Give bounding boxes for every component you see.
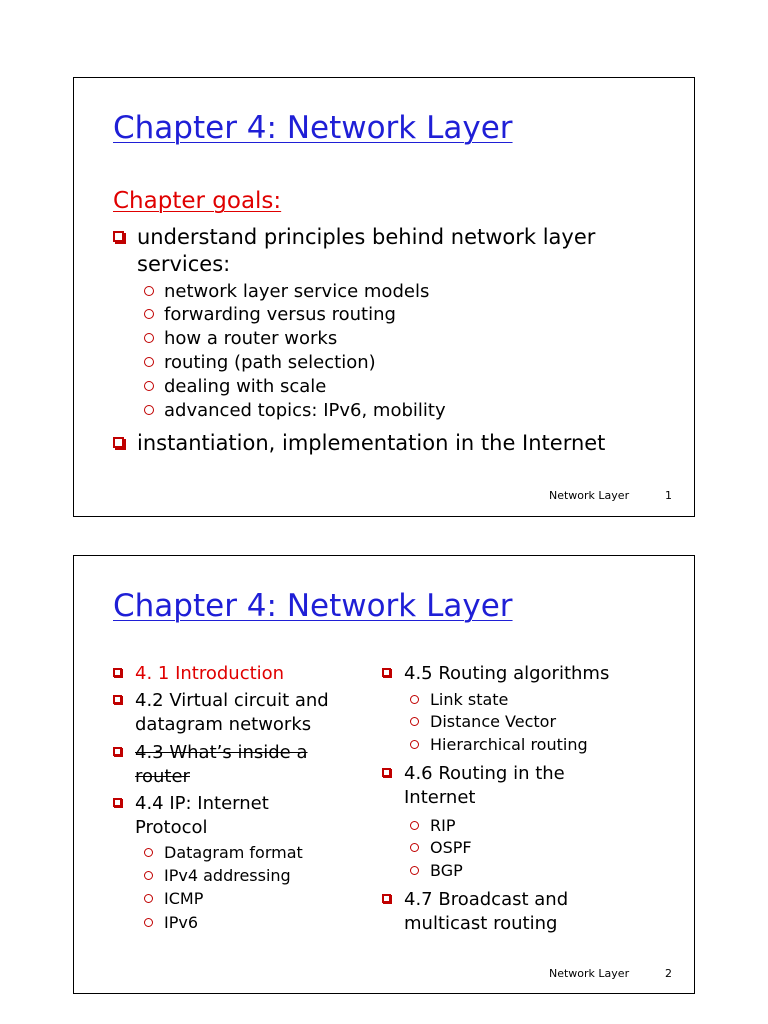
footer-label: Network Layer [549,489,630,502]
circle-bullet-icon [410,695,419,704]
toc-sub-item-text: OSPF [430,838,472,857]
goals-heading: Chapter goals: [113,188,282,214]
toc-item-text: 4.6 Routing in the Internet [404,763,565,808]
toc-item [382,662,662,686]
sub-item [144,280,429,303]
footer-label: Network Layer [549,967,630,980]
circle-bullet-icon [144,381,154,391]
bullet-item [113,430,673,457]
toc-sub-item [144,842,303,864]
toc-sub-item-text: RIP [430,816,456,835]
toc-sub-item [410,815,455,837]
sub-item-text: dealing with scale [164,376,327,397]
bullet-text: understand principles behind network layer services: [137,225,596,276]
circle-bullet-icon [144,848,153,857]
bullet-text: instantiation, implementation in the Internet [137,431,606,455]
toc-item-text: 4.2 Virtual circuit and datagram networks [135,690,329,735]
bullet-item [113,224,653,278]
slide-2 [73,555,695,994]
slide-title: Chapter 4: Network Layer [113,110,513,146]
square-bullet-icon [382,668,391,677]
sub-item [144,351,376,374]
circle-bullet-icon [144,286,154,296]
toc-item-text: 4.4 IP: Internet Protocol [135,793,269,838]
toc-sub-item [410,689,508,711]
toc-sub-item-text: Link state [430,690,509,709]
toc-sub-item [410,860,463,882]
sub-item-text: network layer service models [164,281,430,302]
circle-bullet-icon [410,740,419,749]
toc-sub-item [144,888,203,910]
square-bullet-icon [113,231,124,242]
toc-item [113,741,343,789]
sub-item-text: how a router works [164,328,338,349]
toc-item [113,662,363,686]
toc-sub-item-text: IPv4 addressing [164,866,291,885]
circle-bullet-icon [410,843,419,852]
slide-footer [549,489,672,502]
circle-bullet-icon [144,918,153,927]
toc-item [382,762,602,810]
slide-footer [549,967,672,980]
circle-bullet-icon [144,894,153,903]
toc-item-text: 4.3 What’s inside a router [135,742,308,787]
circle-bullet-icon [410,717,419,726]
circle-bullet-icon [144,309,154,319]
toc-item-text: 4.7 Broadcast and multicast routing [404,889,569,934]
sub-item [144,303,396,326]
toc-item-text: 4. 1 Introduction [135,663,285,684]
sub-item [144,375,326,398]
toc-item [113,689,363,737]
square-bullet-icon [113,695,122,704]
square-bullet-icon [113,437,124,448]
toc-sub-item [144,912,198,934]
circle-bullet-icon [410,821,419,830]
toc-item [382,888,602,936]
square-bullet-icon [113,747,122,756]
circle-bullet-icon [144,871,153,880]
toc-sub-item [410,734,588,756]
page-number: 2 [665,967,672,980]
page-number: 1 [665,489,672,502]
toc-sub-item-text: BGP [430,861,463,880]
sub-item-text: advanced topics: IPv6, mobility [164,400,446,421]
toc-sub-item-text: IPv6 [164,913,199,932]
toc-sub-item [410,711,556,733]
toc-sub-item [144,865,291,887]
toc-item-text: 4.5 Routing algorithms [404,663,610,684]
toc-sub-item-text: ICMP [164,889,204,908]
sub-item-text: routing (path selection) [164,352,376,373]
slide-title: Chapter 4: Network Layer [113,588,513,624]
toc-sub-item-text: Distance Vector [430,712,557,731]
circle-bullet-icon [144,357,154,367]
toc-sub-item-text: Hierarchical routing [430,735,588,754]
square-bullet-icon [113,798,122,807]
toc-sub-item-text: Datagram format [164,843,303,862]
sub-item [144,399,446,422]
toc-sub-item [410,837,472,859]
sub-item [144,327,337,350]
square-bullet-icon [382,768,391,777]
square-bullet-icon [113,668,122,677]
square-bullet-icon [382,894,391,903]
sub-item-text: forwarding versus routing [164,304,396,325]
circle-bullet-icon [144,333,154,343]
slide-1 [73,77,695,517]
circle-bullet-icon [410,866,419,875]
toc-item [113,792,343,840]
circle-bullet-icon [144,405,154,415]
